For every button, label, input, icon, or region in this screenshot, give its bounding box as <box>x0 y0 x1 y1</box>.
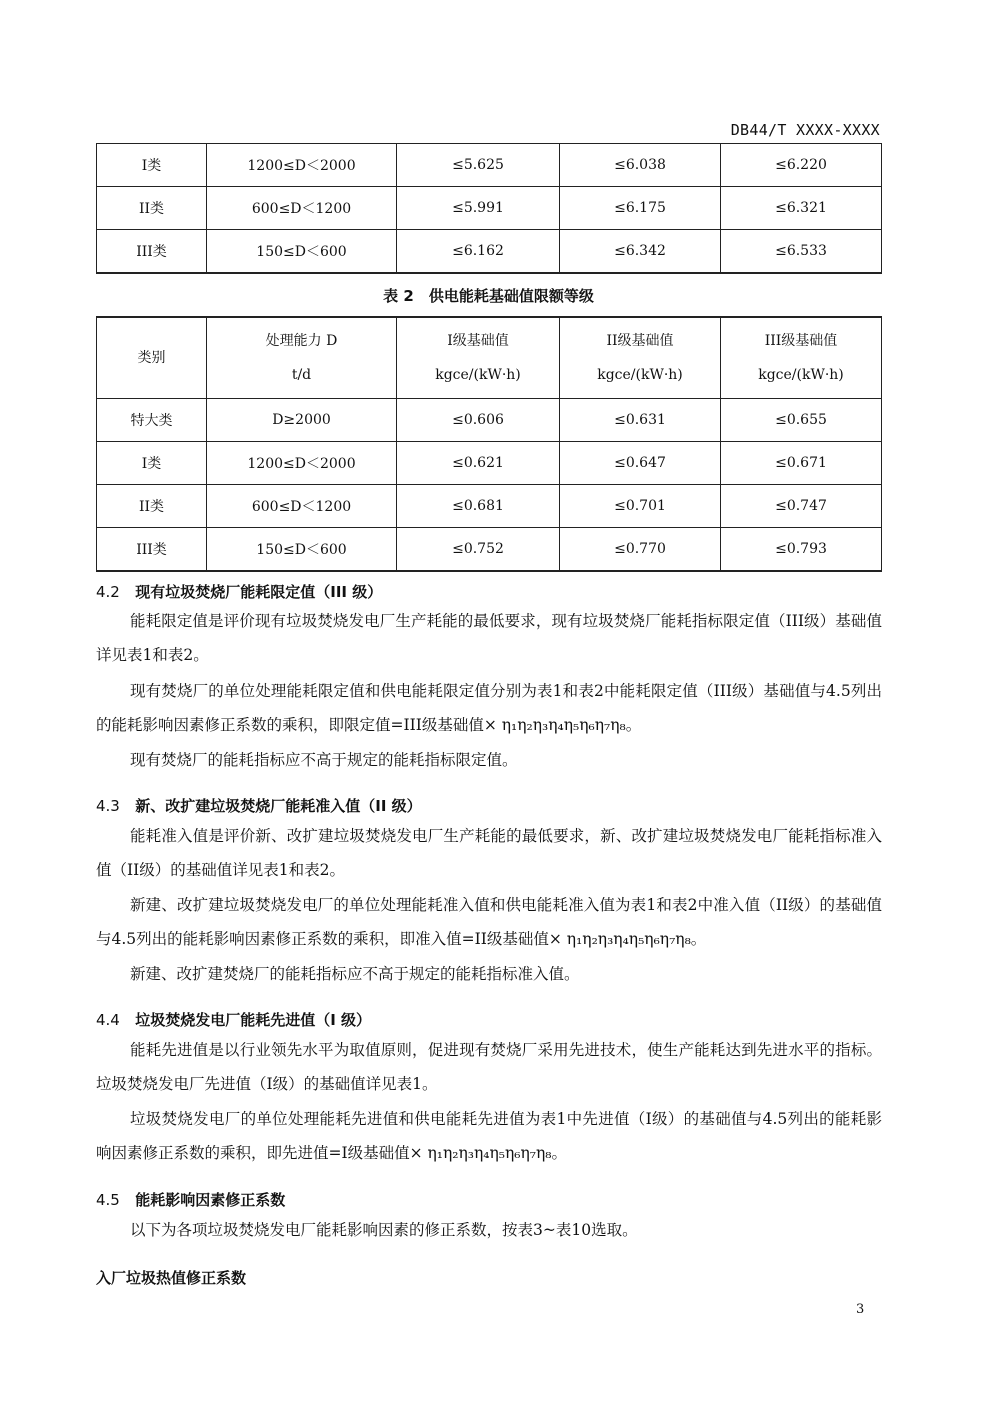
section-4-5-heading <box>96 1189 285 1210</box>
section-4-2-paragraph-2: 现有焚烧厂的单位处理能耗限定值和供电能耗限定值分别为表1和表2中能耗限定值（III级）基础值与4.5列出的能耗影响因素修正系数的乘积，即限定值=III级基础值× η₁η₂η₃η₄η₅η₆η₇η₈。 <box>96 682 882 734</box>
section-title: 能耗影响因素修正系数 <box>135 1191 286 1209</box>
table-cell: ≤0.747 <box>721 485 882 528</box>
section-4-5-paragraph-1: 以下为各项垃圾焚烧发电厂能耗影响因素的修正系数，按表3~表10选取。 <box>130 1221 638 1239</box>
section-4-2-heading <box>96 581 382 602</box>
table-cell: I类 <box>97 144 207 187</box>
header-cell-capacity <box>207 317 397 399</box>
table-cell: 1200≤D＜2000 <box>207 442 397 485</box>
section-4-3-paragraph-2: 新建、改扩建垃圾焚烧发电厂的单位处理能耗准入值和供电能耗准入值为表1和表2中准入值（II级）的基础值与4.5列出的能耗影响因素修正系数的乘积，即准入值=II级基础值× η₁η₂η₃η₄η₅η₆η₇η₈。 <box>96 896 882 948</box>
header-unit: kgce/(kW·h) <box>597 367 683 383</box>
section-number: 4.5 <box>96 1191 120 1209</box>
table-row <box>97 187 882 230</box>
table-cell: II类 <box>97 485 207 528</box>
table-cell: ≤5.991 <box>397 187 560 230</box>
header-unit: kgce/(kW·h) <box>435 367 521 383</box>
section-title: 垃圾焚烧发电厂能耗先进值（I 级） <box>135 1011 372 1029</box>
header-cell-level-3 <box>721 317 882 399</box>
section-number: 4.2 <box>96 583 120 601</box>
table-1-continued <box>96 143 882 274</box>
header-cell-level-2 <box>560 317 721 399</box>
table-row <box>97 528 882 572</box>
table-cell: ≤6.038 <box>560 144 721 187</box>
table-row <box>97 442 882 485</box>
table-cell: ≤6.533 <box>721 230 882 274</box>
table-cell: II类 <box>97 187 207 230</box>
table-cell: ≤0.631 <box>560 399 721 442</box>
header-label: II级基础值 <box>606 333 674 349</box>
table-cell: ≤0.647 <box>560 442 721 485</box>
header-label: 处理能力 D <box>265 333 338 349</box>
table-cell: ≤0.621 <box>397 442 560 485</box>
table-cell: 特大类 <box>97 399 207 442</box>
header-unit: t/d <box>291 367 312 383</box>
header-unit: kgce/(kW·h) <box>758 367 844 383</box>
table-cell: ≤0.701 <box>560 485 721 528</box>
table-cell: 600≤D＜1200 <box>207 485 397 528</box>
table-cell: III类 <box>97 528 207 572</box>
section-4-2-paragraph-3: 现有焚烧厂的能耗指标应不高于规定的能耗指标限定值。 <box>130 751 518 769</box>
section-number: 4.4 <box>96 1011 120 1029</box>
header-cell-level-1 <box>397 317 560 399</box>
table-row <box>97 485 882 528</box>
section-title: 新、改扩建垃圾焚烧厂能耗准入值（II 级） <box>135 797 422 815</box>
table-cell: ≤0.752 <box>397 528 560 572</box>
section-4-4-heading <box>96 1009 371 1030</box>
table-cell: ≤6.342 <box>560 230 721 274</box>
table-cell: 150≤D＜600 <box>207 230 397 274</box>
header-label: I级基础值 <box>447 333 509 349</box>
section-4-4-paragraph-1: 能耗先进值是以行业领先水平为取值原则，促进现有焚烧厂采用先进技术，使生产能耗达到先进水平的指标。垃圾焚烧发电厂先进值（I级）的基础值详见表1。 <box>96 1041 882 1093</box>
table-cell: ≤0.770 <box>560 528 721 572</box>
header-label: III级基础值 <box>764 333 838 349</box>
subheading: 入厂垃圾热值修正系数 <box>96 1269 247 1287</box>
table-row <box>97 399 882 442</box>
section-4-2-paragraph-1: 能耗限定值是评价现有垃圾焚烧发电厂生产耗能的最低要求，现有垃圾焚烧厂能耗指标限定值（III级）基础值详见表1和表2。 <box>96 612 882 664</box>
table-cell: 150≤D＜600 <box>207 528 397 572</box>
table-cell: ≤0.793 <box>721 528 882 572</box>
table-cell: ≤0.606 <box>397 399 560 442</box>
table-cell: ≤0.655 <box>721 399 882 442</box>
table-cell: ≤5.625 <box>397 144 560 187</box>
table-cell: ≤6.220 <box>721 144 882 187</box>
table-row <box>97 230 882 274</box>
table-cell: ≤6.162 <box>397 230 560 274</box>
section-number: 4.3 <box>96 797 120 815</box>
table-cell: D≥2000 <box>207 399 397 442</box>
header-label: 类别 <box>137 350 166 366</box>
table-2-caption: 表 2 供电能耗基础值限额等级 <box>383 287 594 305</box>
document-code: DB44/T XXXX-XXXX <box>730 121 880 139</box>
table-cell: ≤6.175 <box>560 187 721 230</box>
table-cell: III类 <box>97 230 207 274</box>
table-cell: ≤6.321 <box>721 187 882 230</box>
page-number: 3 <box>856 1302 865 1317</box>
table-cell: 1200≤D＜2000 <box>207 144 397 187</box>
section-title: 现有垃圾焚烧厂能耗限定值（III 级） <box>135 583 383 601</box>
section-4-3-paragraph-1: 能耗准入值是评价新、改扩建垃圾焚烧发电厂生产耗能的最低要求，新、改扩建垃圾焚烧发电厂能耗指标准入值（II级）的基础值详见表1和表2。 <box>96 827 882 879</box>
table-cell: I类 <box>97 442 207 485</box>
table-2 <box>96 316 882 572</box>
table-cell: 600≤D＜1200 <box>207 187 397 230</box>
section-4-3-heading <box>96 795 422 816</box>
section-4-4-paragraph-2: 垃圾焚烧发电厂的单位处理能耗先进值和供电能耗先进值为表1中先进值（I级）的基础值与4.5列出的能耗影响因素修正系数的乘积，即先进值=I级基础值× η₁η₂η₃η₄η₅η₆η₇η₈。 <box>96 1110 882 1162</box>
table-cell: ≤0.681 <box>397 485 560 528</box>
table-header-row <box>97 317 882 399</box>
table-cell: ≤0.671 <box>721 442 882 485</box>
header-cell-category <box>97 317 207 399</box>
table-row <box>97 144 882 187</box>
section-4-3-paragraph-3: 新建、改扩建焚烧厂的能耗指标应不高于规定的能耗指标准入值。 <box>130 965 580 983</box>
